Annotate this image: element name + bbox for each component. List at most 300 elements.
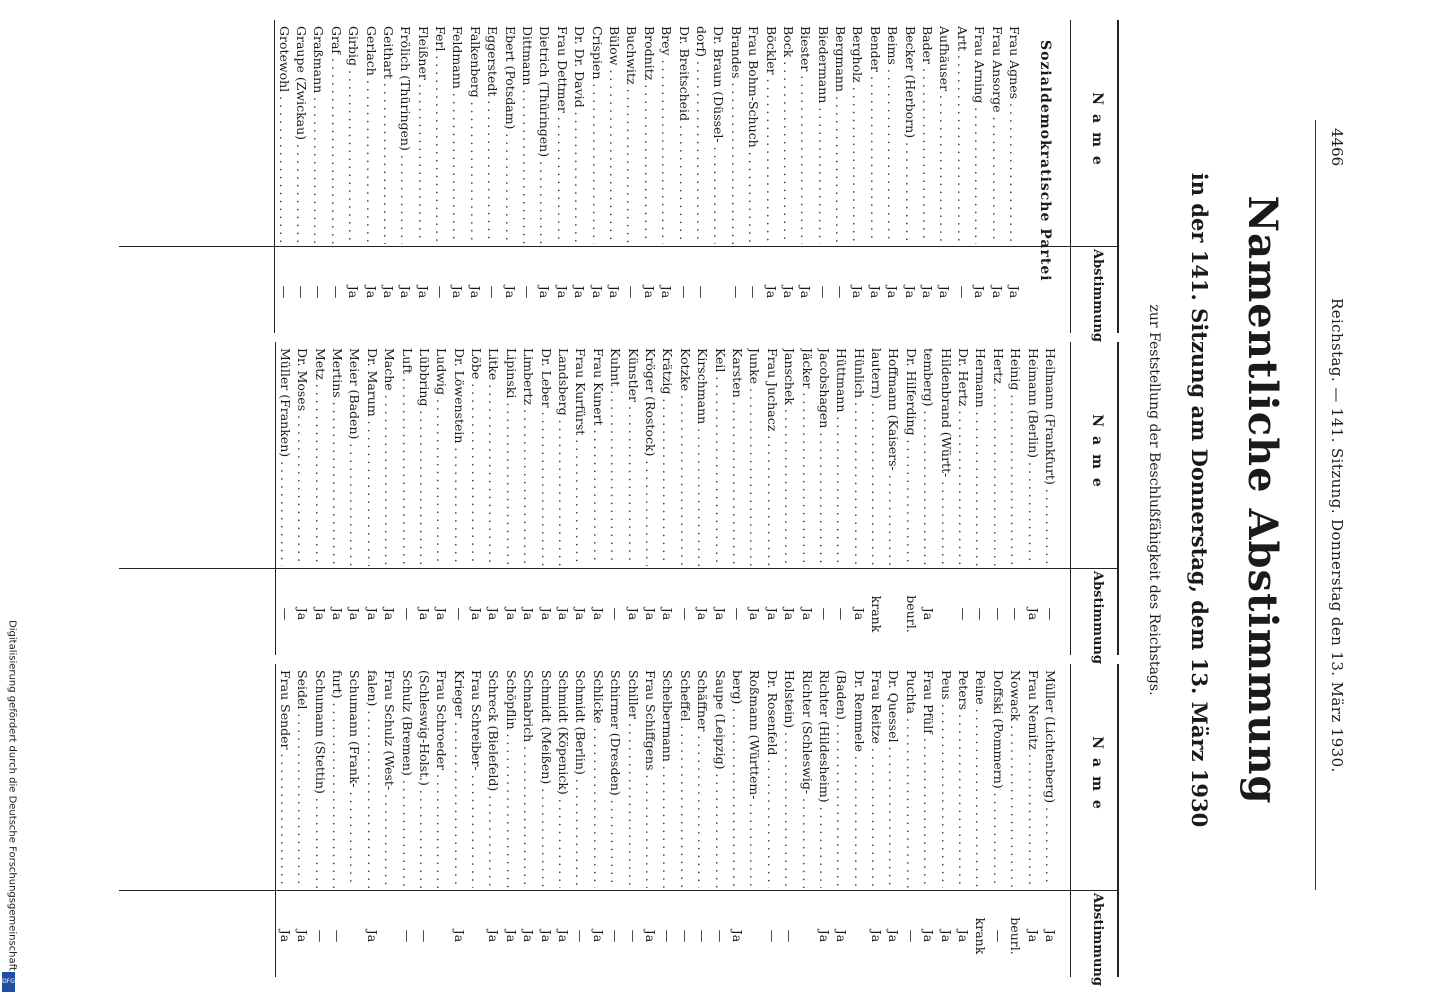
vote-value: — bbox=[677, 607, 693, 621]
vote-value: Ja bbox=[1007, 285, 1022, 299]
vote-value: Ja bbox=[503, 607, 519, 621]
member-name: Frau Reitze . . . bbox=[868, 670, 885, 888]
table-row bbox=[329, 664, 346, 977]
member-name: Beims . . . bbox=[884, 26, 901, 244]
member-name: Doffski (Pommern) . . . bbox=[989, 670, 1006, 888]
member-name: Puchta . . . bbox=[902, 670, 919, 888]
vote-value: — bbox=[764, 929, 780, 943]
vote-value: — bbox=[729, 607, 745, 621]
table-row bbox=[868, 342, 885, 655]
member-name: Metz . . . bbox=[311, 348, 328, 566]
member-name: Peters . . . bbox=[955, 670, 972, 888]
vote-value: — bbox=[312, 929, 328, 943]
table-row bbox=[1024, 342, 1041, 655]
member-name: Frau Dettmer . . . bbox=[553, 26, 570, 244]
table-row bbox=[607, 342, 624, 655]
member-name: Dr. Quessel . . . bbox=[885, 670, 902, 888]
table-row bbox=[467, 20, 484, 333]
member-name: Girbig . . . bbox=[345, 26, 362, 244]
vote-value: Ja bbox=[329, 607, 345, 621]
table-row bbox=[885, 664, 902, 977]
vote-value: Ja bbox=[589, 285, 605, 299]
member-name: Kotzke . . . bbox=[676, 348, 693, 566]
vote-value: — bbox=[903, 929, 919, 943]
table-column-1 bbox=[119, 20, 1119, 342]
member-name: Scheffel . . . bbox=[676, 670, 693, 888]
table-row bbox=[276, 664, 293, 977]
page-title: Namentliche Abstimmung bbox=[1239, 195, 1286, 805]
member-name: Junke . . . bbox=[746, 348, 763, 566]
member-name: Kirschmann . . . bbox=[694, 348, 711, 566]
digitization-credit bbox=[2, 600, 16, 990]
vote-value: Ja bbox=[695, 607, 711, 621]
table-row bbox=[1042, 342, 1059, 655]
member-name: Eggerstedt . . . bbox=[484, 26, 501, 244]
vote-value: Ja bbox=[920, 285, 936, 299]
vote-value: Ja bbox=[434, 607, 450, 621]
member-name: Graupe (Zwickau) . . . bbox=[293, 26, 310, 244]
table-row bbox=[293, 20, 310, 333]
member-name: Grotewohl . . . bbox=[275, 26, 292, 244]
table-row bbox=[501, 20, 518, 333]
table-row bbox=[346, 342, 363, 655]
table-row bbox=[659, 664, 676, 977]
running-title: Reichstag. — 141. Sitzung. Donnerstag den 13. März 1930. bbox=[1328, 298, 1346, 773]
page-subtitle: in der 141. Sitzung am Donnerstag, dem 13. März 1930 bbox=[1187, 172, 1212, 828]
member-name: Frau Arning . . . bbox=[971, 26, 988, 244]
member-name: Feldmann . . . bbox=[449, 26, 466, 244]
vote-value: Ja bbox=[415, 285, 431, 299]
member-name: Brey . . . bbox=[658, 26, 675, 244]
table-row bbox=[937, 664, 954, 977]
table-row bbox=[1042, 664, 1059, 977]
member-name: Frölich (Thüringen) . . . bbox=[397, 26, 414, 244]
member-name: Saupe (Leipzig) . . . bbox=[711, 670, 728, 888]
member-name: Frau Bohm-Schuch . . . bbox=[745, 26, 762, 244]
member-name: Schlicke . . . bbox=[589, 670, 606, 888]
vote-value: Ja bbox=[607, 285, 623, 299]
member-name: (Schleswig-Holst.) . . . bbox=[416, 670, 433, 888]
member-name: Böckler . . . bbox=[762, 26, 779, 244]
table-row bbox=[432, 20, 449, 333]
member-name: Aufhäuser . . . bbox=[936, 26, 953, 244]
vote-value: — bbox=[693, 285, 709, 299]
member-name: Crispien . . . bbox=[588, 26, 605, 244]
member-name: Ludwig . . . bbox=[433, 348, 450, 566]
vote-value: Ja bbox=[747, 607, 763, 621]
table-row bbox=[484, 20, 501, 333]
table-row bbox=[485, 664, 502, 977]
vote-value: — bbox=[833, 285, 849, 299]
member-name: Frau Pfülf . . . bbox=[920, 670, 937, 888]
vote-value: Ja bbox=[364, 929, 380, 943]
member-name: Mertins . . . bbox=[329, 348, 346, 566]
member-name: Schiller . . . bbox=[624, 670, 641, 888]
vote-value: Ja bbox=[503, 929, 519, 943]
column-header-rule bbox=[1070, 342, 1071, 655]
member-name: Schmidt (Köpenick) . . . bbox=[555, 670, 572, 888]
member-name: Dr. Hilferding . . . bbox=[902, 348, 919, 566]
column-header-vote: Abstimmung bbox=[1090, 571, 1105, 664]
column-top-rule bbox=[1117, 20, 1119, 333]
vote-value: Ja bbox=[295, 929, 311, 943]
table-row bbox=[832, 20, 849, 333]
vote-value: Ja bbox=[782, 607, 798, 621]
vote-value: Ja bbox=[451, 929, 467, 943]
member-name: Hertz . . . bbox=[989, 348, 1006, 566]
member-name: Schmidt (Meißen) . . . bbox=[537, 670, 554, 888]
member-name: Schreck (Bielefeld) . . . bbox=[485, 670, 502, 888]
table-row bbox=[327, 20, 344, 333]
vote-value: — bbox=[293, 285, 309, 299]
dfg-logo: DFG bbox=[2, 972, 15, 992]
vote-value: — bbox=[782, 929, 798, 943]
vote-value: Ja bbox=[850, 285, 866, 299]
vote-value: Ja bbox=[380, 285, 396, 299]
vote-value: — bbox=[451, 607, 467, 621]
member-name: Frau Juchacz . . . bbox=[763, 348, 780, 566]
table-row bbox=[450, 664, 467, 977]
member-name: Dr. Braun (Düssel- . . . bbox=[710, 26, 727, 244]
member-name: Schäffner . . . bbox=[694, 670, 711, 888]
vote-value: Ja bbox=[398, 285, 414, 299]
member-name: Frau Schroeder . . . bbox=[433, 670, 450, 888]
table-row bbox=[833, 342, 850, 655]
vote-value: — bbox=[624, 285, 640, 299]
table-row bbox=[536, 20, 553, 333]
vote-value: Ja bbox=[763, 285, 779, 299]
table-row bbox=[729, 664, 746, 977]
member-name: Jacobshagen . . . bbox=[816, 348, 833, 566]
table-row bbox=[642, 664, 659, 977]
member-name: Artt . . . bbox=[953, 26, 970, 244]
table-row bbox=[329, 342, 346, 655]
table-row bbox=[537, 342, 554, 655]
vote-value: Ja bbox=[660, 607, 676, 621]
vote-value: — bbox=[660, 929, 676, 943]
member-name: Falkenberg . . . bbox=[466, 26, 483, 244]
column-header-vote: Abstimmung bbox=[1090, 249, 1105, 342]
table-column-3 bbox=[119, 664, 1119, 986]
table-row bbox=[920, 342, 937, 655]
vote-value: — bbox=[399, 607, 415, 621]
member-name: Schöpflin . . . bbox=[502, 670, 519, 888]
table-row bbox=[555, 664, 572, 977]
purpose-line: zur Feststellung der Beschlußfähigkeit des Reichstags. bbox=[1146, 304, 1162, 696]
member-name: Biedermann . . . bbox=[814, 26, 831, 244]
vote-value: — bbox=[973, 607, 989, 621]
table-row bbox=[833, 664, 850, 977]
table-row bbox=[588, 20, 605, 333]
table-row bbox=[642, 342, 659, 655]
member-name: Keil . . . bbox=[711, 348, 728, 566]
vote-value: — bbox=[816, 607, 832, 621]
member-name: Fleißner . . . bbox=[414, 26, 431, 244]
vote-value: Ja bbox=[834, 929, 850, 943]
member-name: Krätzig . . . bbox=[659, 348, 676, 566]
column-top-rule bbox=[1117, 342, 1119, 655]
member-name: Seidel . . . bbox=[294, 670, 311, 888]
member-name: Brodnitz . . . bbox=[640, 26, 657, 244]
table-row bbox=[433, 342, 450, 655]
vote-value: Ja bbox=[886, 929, 902, 943]
member-name: (Baden) . . . bbox=[833, 670, 850, 888]
table-row bbox=[311, 664, 328, 977]
member-name: Heinig . . . bbox=[1007, 348, 1024, 566]
member-name: Schirmer (Dresden) . . . bbox=[607, 670, 624, 888]
column-bottom-rule bbox=[274, 20, 275, 333]
vote-value: — bbox=[676, 285, 692, 299]
table-row bbox=[310, 20, 327, 333]
table-row bbox=[416, 664, 433, 977]
vote-value: Ja bbox=[363, 285, 379, 299]
vote-value: Ja bbox=[467, 285, 483, 299]
member-name: berg) . . . bbox=[729, 670, 746, 888]
vote-value: Ja bbox=[938, 929, 954, 943]
table-row bbox=[363, 664, 380, 977]
member-name: Mache . . . bbox=[381, 348, 398, 566]
member-name: Frau Schulz (West- . . . bbox=[381, 670, 398, 888]
table-row bbox=[658, 20, 675, 333]
table-row bbox=[450, 342, 467, 655]
vote-value: — bbox=[1043, 607, 1058, 621]
vote-value: Ja bbox=[312, 607, 328, 621]
table-row bbox=[988, 20, 1005, 333]
member-name: Litke . . . bbox=[485, 348, 502, 566]
table-row bbox=[798, 342, 815, 655]
table-row bbox=[659, 342, 676, 655]
vote-value: Ja bbox=[556, 929, 572, 943]
vote-value: — bbox=[746, 285, 762, 299]
vote-value: — bbox=[608, 929, 624, 943]
member-name: Peine . . . bbox=[972, 670, 989, 888]
table-row bbox=[902, 664, 919, 977]
table-row bbox=[955, 664, 972, 977]
member-name: Gerlach . . . bbox=[362, 26, 379, 244]
member-name: Bender . . . bbox=[866, 26, 883, 244]
vote-value: — bbox=[954, 285, 970, 299]
member-name: Luft . . . bbox=[398, 348, 415, 566]
vote-value: Ja bbox=[486, 607, 502, 621]
member-name: Hünlich . . . bbox=[850, 348, 867, 566]
member-name: Hermann . . . bbox=[972, 348, 989, 566]
vote-value: — bbox=[815, 285, 831, 299]
member-name: falen) . . . bbox=[363, 670, 380, 888]
vote-value: beurl. bbox=[1008, 917, 1024, 955]
vote-value: Ja bbox=[869, 929, 885, 943]
member-name: Graßmann . . . bbox=[310, 26, 327, 244]
vote-value: — bbox=[520, 285, 536, 299]
vote-value: Ja bbox=[347, 607, 363, 621]
member-name: Frau Kurfürst . . . bbox=[572, 348, 589, 566]
table-row bbox=[1006, 20, 1023, 333]
member-name: Frau Schiffgens . . . bbox=[642, 670, 659, 888]
vote-value: Ja bbox=[921, 607, 937, 621]
table-row bbox=[866, 20, 883, 333]
table-row bbox=[503, 664, 520, 977]
table-row bbox=[693, 20, 710, 333]
table-row bbox=[572, 342, 589, 655]
vote-value: Ja bbox=[989, 285, 1005, 299]
vote-value: — bbox=[625, 929, 641, 943]
table-row bbox=[468, 664, 485, 977]
vote-value: — bbox=[990, 607, 1006, 621]
table-row bbox=[745, 20, 762, 333]
vote-value: Ja bbox=[382, 607, 398, 621]
member-name: Ebert (Potsdam) . . . bbox=[501, 26, 518, 244]
member-name: Becker (Herborn) . . . bbox=[901, 26, 918, 244]
member-name: Bader . . . bbox=[919, 26, 936, 244]
table-row bbox=[989, 342, 1006, 655]
member-name: Frau Kunert . . . bbox=[589, 348, 606, 566]
vote-value: Ja bbox=[537, 285, 553, 299]
member-name: Brandes . . . bbox=[727, 26, 744, 244]
vote-value: Ja bbox=[799, 607, 815, 621]
member-name: Schulz (Bremen) . . . bbox=[398, 670, 415, 888]
table-row bbox=[763, 342, 780, 655]
table-row bbox=[414, 20, 431, 333]
table-row bbox=[572, 664, 589, 977]
member-name: Löbe . . . bbox=[468, 348, 485, 566]
member-name: Richter (Schleswig- . . . bbox=[798, 670, 815, 888]
table-row bbox=[553, 20, 570, 333]
table-row bbox=[868, 664, 885, 977]
member-name: Dr. Marum . . . bbox=[363, 348, 380, 566]
member-name: Heimann (Berlin) . . . bbox=[1024, 348, 1041, 566]
member-name: Hüttmann . . . bbox=[833, 348, 850, 566]
vote-value: Ja bbox=[346, 285, 362, 299]
column-bottom-rule bbox=[275, 664, 276, 977]
member-name: Künstler . . . bbox=[624, 348, 641, 566]
table-row bbox=[363, 342, 380, 655]
member-name: Müller (Franken) . . . bbox=[276, 348, 293, 566]
vote-value: Ja bbox=[1043, 929, 1058, 943]
table-row bbox=[849, 20, 866, 333]
member-name: Peus . . . bbox=[937, 670, 954, 888]
running-head bbox=[1315, 120, 1356, 890]
table-row bbox=[380, 20, 397, 333]
table-row bbox=[711, 342, 728, 655]
member-name: Dittmann . . . bbox=[519, 26, 536, 244]
vote-value: Ja bbox=[712, 607, 728, 621]
member-name: Biester . . . bbox=[797, 26, 814, 244]
table-row bbox=[850, 342, 867, 655]
column-header-name: Name bbox=[1089, 414, 1105, 496]
vote-value: Ja bbox=[590, 929, 606, 943]
table-row bbox=[294, 664, 311, 977]
member-name: Frau Nemitz . . . bbox=[1024, 670, 1041, 888]
table-row bbox=[694, 342, 711, 655]
member-name: Frau Schreiber- . . . bbox=[468, 670, 485, 888]
table-row bbox=[780, 20, 797, 333]
table-row bbox=[814, 20, 831, 333]
vote-value: Ja bbox=[659, 285, 675, 299]
vote-value: — bbox=[1008, 607, 1024, 621]
member-name: Hildenbrand (Württ- . . . bbox=[937, 348, 954, 566]
member-name: Dr. Dr. David . . . bbox=[571, 26, 588, 244]
table-row bbox=[797, 20, 814, 333]
vote-value: — bbox=[608, 607, 624, 621]
table-row bbox=[276, 342, 293, 655]
table-row bbox=[449, 20, 466, 333]
table-row bbox=[989, 664, 1006, 977]
member-name: Hoffmann (Kaisers- . . . bbox=[885, 348, 902, 566]
member-name: Buchwitz . . . bbox=[623, 26, 640, 244]
member-name: Bülow . . . bbox=[606, 26, 623, 244]
vote-value: Ja bbox=[956, 929, 972, 943]
vote-value: Ja bbox=[625, 607, 641, 621]
table-row bbox=[589, 664, 606, 977]
vote-value: Ja bbox=[1025, 929, 1041, 943]
member-name: Ferl . . . bbox=[432, 26, 449, 244]
table-row bbox=[468, 342, 485, 655]
member-name: Schelbermann . . . bbox=[659, 670, 676, 888]
vote-value: Ja bbox=[538, 607, 554, 621]
member-name: Frau Sender . . . bbox=[276, 670, 293, 888]
table-row bbox=[746, 664, 763, 977]
table-row bbox=[850, 664, 867, 977]
member-name: Frau Ansorge . . . bbox=[988, 26, 1005, 244]
vote-value: Ja bbox=[521, 607, 537, 621]
row-list bbox=[276, 342, 1059, 655]
vote-value: Ja bbox=[590, 607, 606, 621]
table-row bbox=[624, 342, 641, 655]
member-name: Dr. Rosenfeld . . . bbox=[763, 670, 780, 888]
vote-value: Ja bbox=[851, 607, 867, 621]
member-name: Müller (Lichtenberg) . . . bbox=[1042, 670, 1059, 888]
column-bottom-rule bbox=[275, 342, 276, 655]
vote-value: Ja bbox=[521, 929, 537, 943]
table-row bbox=[607, 664, 624, 977]
vote-value: Ja bbox=[921, 929, 937, 943]
member-name: Schumann (Frank- . . . bbox=[346, 670, 363, 888]
table-row bbox=[519, 20, 536, 333]
table-row bbox=[816, 342, 833, 655]
member-name: Limbertz . . . bbox=[520, 348, 537, 566]
table-row bbox=[781, 342, 798, 655]
table-row bbox=[1007, 342, 1024, 655]
vote-value: — bbox=[677, 929, 693, 943]
table-row bbox=[937, 342, 954, 655]
table-row bbox=[520, 342, 537, 655]
member-name: Meier (Baden) . . . bbox=[346, 348, 363, 566]
vote-value: Ja bbox=[277, 929, 293, 943]
column-header-name: Name bbox=[1089, 736, 1105, 818]
table-column-2 bbox=[119, 342, 1119, 664]
table-row bbox=[397, 20, 414, 333]
vote-value: Ja bbox=[364, 607, 380, 621]
vote-value: Ja bbox=[450, 285, 466, 299]
table-row bbox=[398, 342, 415, 655]
vote-value: — bbox=[956, 607, 972, 621]
vote-value: Ja bbox=[556, 607, 572, 621]
member-name: Dr. Moses . . . bbox=[294, 348, 311, 566]
table-row bbox=[624, 664, 641, 977]
table-row bbox=[762, 20, 779, 333]
member-name: Lübbring . . . bbox=[416, 348, 433, 566]
column-header-vote: Abstimmung bbox=[1090, 893, 1105, 986]
vote-value: — bbox=[485, 285, 501, 299]
table-row bbox=[640, 20, 657, 333]
table-row bbox=[763, 664, 780, 977]
table-row bbox=[589, 342, 606, 655]
member-name: furt) . . . bbox=[329, 670, 346, 888]
table-row bbox=[901, 20, 918, 333]
table-row bbox=[503, 342, 520, 655]
vote-value: — bbox=[695, 929, 711, 943]
member-name: Schmidt (Berlin) . . . bbox=[572, 670, 589, 888]
member-name: Dr. Leber . . . bbox=[537, 348, 554, 566]
